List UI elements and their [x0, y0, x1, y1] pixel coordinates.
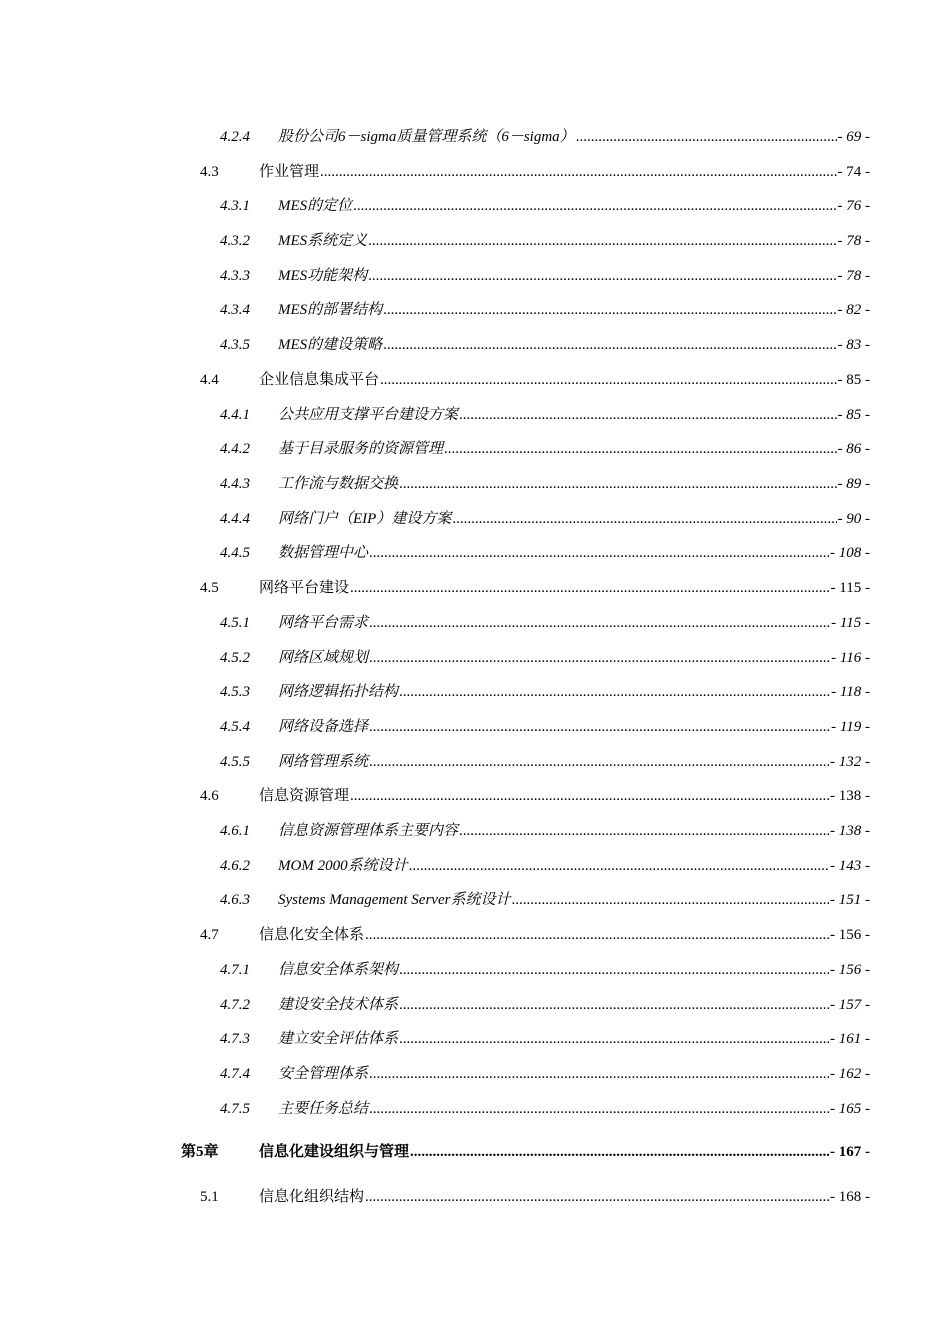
toc-entry-title: 网络逻辑拓扑结构 [278, 684, 399, 700]
toc-entry[interactable] [220, 231, 870, 251]
toc-entry-number: 4.4.5 [220, 545, 250, 561]
toc-entry-title: MOM 2000系统设计 [278, 858, 408, 874]
toc-entry-page: - 86 - [837, 441, 870, 457]
toc-entry-title: 网络管理系统 [278, 754, 369, 770]
toc-entry-page: - 108 - [830, 545, 870, 561]
toc-entry[interactable] [220, 196, 870, 216]
toc-entry-page: - 119 - [831, 719, 870, 735]
toc-entry-number: 4.6.3 [220, 892, 250, 908]
toc-entry[interactable] [220, 1029, 870, 1049]
toc-entry-title: 网络平台建设 [259, 580, 350, 596]
toc-chapter-entry[interactable] [181, 1142, 870, 1162]
toc-entry[interactable] [220, 960, 870, 980]
toc-dot-leader [380, 370, 836, 390]
toc-entry-number: 4.5.1 [220, 615, 250, 631]
toc-entry-page: - 115 - [830, 580, 870, 596]
toc-dot-leader [350, 578, 830, 598]
toc-entry-title: 数据管理中心 [278, 545, 369, 561]
toc-entry-page: - 90 - [837, 511, 870, 527]
toc-dot-leader [365, 925, 829, 945]
toc-entry-page: - 157 - [830, 997, 870, 1013]
toc-dot-leader [399, 995, 829, 1015]
toc-entry-number: 4.3.2 [220, 233, 250, 249]
toc-dot-leader [369, 648, 830, 668]
toc-entry-page: - 156 - [830, 927, 870, 943]
toc-dot-leader [459, 405, 836, 425]
toc-dot-leader [511, 890, 829, 910]
toc-entry-number: 4.4 [200, 372, 219, 388]
toc-dot-leader [369, 717, 830, 737]
toc-entry[interactable] [220, 266, 870, 286]
toc-entry-page: - 85 - [837, 407, 870, 423]
toc-entry[interactable] [220, 543, 870, 563]
toc-entry-title: MES的定位 [278, 198, 353, 214]
toc-entry-title: 建立安全评估体系 [278, 1031, 399, 1047]
toc-dot-leader [365, 1187, 829, 1207]
toc-entry[interactable] [220, 995, 870, 1015]
toc-entry[interactable] [220, 1064, 870, 1084]
toc-entry-title: 信息化组织结构 [259, 1189, 365, 1205]
toc-entry-title: 信息化建设组织与管理 [259, 1144, 410, 1160]
toc-dot-leader [383, 300, 836, 320]
toc-entry-page: - 165 - [830, 1101, 870, 1117]
toc-dot-leader [368, 231, 836, 251]
toc-entry-page: - 78 - [837, 233, 870, 249]
toc-entry-title: 信息化安全体系 [259, 927, 365, 943]
toc-entry-title: 网络区域规划 [278, 650, 369, 666]
toc-entry-page: - 116 - [831, 650, 870, 666]
toc-entry[interactable] [200, 1187, 870, 1207]
toc-entry-page: - 151 - [830, 892, 870, 908]
toc-dot-leader [320, 162, 836, 182]
toc-entry-page: - 167 - [830, 1144, 870, 1160]
toc-dot-leader [409, 856, 829, 876]
toc-entry[interactable] [220, 439, 870, 459]
toc-entry-number: 4.4.3 [220, 476, 250, 492]
toc-entry-title: Systems Management Server系统设计 [278, 892, 511, 908]
toc-dot-leader [576, 127, 837, 147]
toc-entry[interactable] [220, 856, 870, 876]
toc-entry-page: - 85 - [837, 372, 870, 388]
toc-dot-leader [369, 752, 829, 772]
toc-entry-page: - 162 - [830, 1066, 870, 1082]
toc-entry-title: MES的建设策略 [278, 337, 383, 353]
toc-entry-title: 信息安全体系架构 [278, 962, 399, 978]
toc-entry-page: - 132 - [830, 754, 870, 770]
toc-entry-number: 4.3.5 [220, 337, 250, 353]
toc-entry-title: 建设安全技术体系 [278, 997, 399, 1013]
toc-entry[interactable] [200, 786, 870, 806]
toc-entry-number: 4.7.3 [220, 1031, 250, 1047]
toc-entry-page: - 89 - [837, 476, 870, 492]
toc-entry-number: 4.3.3 [220, 268, 250, 284]
toc-entry-page: - 118 - [831, 684, 870, 700]
toc-dot-leader [399, 960, 829, 980]
toc-entry[interactable] [220, 509, 870, 529]
toc-entry[interactable] [200, 162, 870, 182]
toc-dot-leader [410, 1142, 829, 1162]
toc-entry-page: - 156 - [830, 962, 870, 978]
toc-entry-page: - 115 - [831, 615, 870, 631]
toc-dot-leader [399, 474, 836, 494]
toc-entry-number: 4.7.1 [220, 962, 250, 978]
toc-entry[interactable] [200, 370, 870, 390]
toc-entry[interactable] [220, 682, 870, 702]
toc-entry-number: 4.7.2 [220, 997, 250, 1013]
toc-entry-number: 4.6.2 [220, 858, 250, 874]
toc-entry[interactable] [220, 127, 870, 147]
toc-entry-page: - 138 - [830, 823, 870, 839]
toc-entry-page: - 161 - [830, 1031, 870, 1047]
toc-entry-title: MES系统定义 [278, 233, 368, 249]
toc-entry[interactable] [220, 1099, 870, 1119]
toc-dot-leader [368, 266, 836, 286]
toc-dot-leader [369, 1064, 829, 1084]
toc-entry-number: 4.2.4 [220, 129, 250, 145]
toc-entry[interactable] [220, 405, 870, 425]
toc-entry[interactable] [220, 752, 870, 772]
toc-entry-number: 4.6 [200, 788, 219, 804]
toc-dot-leader [459, 821, 829, 841]
toc-dot-leader [444, 439, 836, 459]
toc-entry-title: 工作流与数据交换 [278, 476, 399, 492]
toc-entry-page: - 143 - [830, 858, 870, 874]
toc-entry-number: 4.4.1 [220, 407, 250, 423]
toc-dot-leader [399, 1029, 829, 1049]
toc-entry[interactable] [220, 474, 870, 494]
toc-entry-number: 4.3.4 [220, 302, 250, 318]
toc-entry-number: 4.7 [200, 927, 219, 943]
toc-entry[interactable] [200, 925, 870, 945]
toc-entry[interactable] [220, 890, 870, 910]
toc-entry-title: 主要任务总结 [278, 1101, 369, 1117]
toc-entry-title: 信息资源管理体系主要内容 [278, 823, 459, 839]
toc-entry-title: 安全管理体系 [278, 1066, 369, 1082]
toc-entry-number: 4.5 [200, 580, 219, 596]
toc-entry-title: 作业管理 [259, 164, 320, 180]
toc-entry-page: - 138 - [830, 788, 870, 804]
toc-entry-number: 4.5.2 [220, 650, 250, 666]
toc-entry-page: - 78 - [837, 268, 870, 284]
toc-entry-page: - 76 - [837, 198, 870, 214]
toc-entry-page: - 69 - [837, 129, 870, 145]
toc-entry-number: 4.5.5 [220, 754, 250, 770]
toc-entry-title: 企业信息集成平台 [259, 372, 380, 388]
toc-entry-page: - 83 - [837, 337, 870, 353]
toc-entry-number: 4.3 [200, 164, 219, 180]
toc-dot-leader [399, 682, 830, 702]
toc-dot-leader [369, 1099, 829, 1119]
toc-entry-number: 第5章 [181, 1144, 219, 1160]
toc-entry-page: - 74 - [837, 164, 870, 180]
toc-entry-number: 5.1 [200, 1189, 219, 1205]
toc-dot-leader [383, 335, 836, 355]
toc-entry[interactable] [220, 335, 870, 355]
toc-entry[interactable] [220, 648, 870, 668]
toc-entry[interactable] [220, 613, 870, 633]
toc-dot-leader [369, 613, 830, 633]
toc-entry-page: - 82 - [837, 302, 870, 318]
toc-entry-title: 网络平台需求 [278, 615, 369, 631]
toc-dot-leader [369, 543, 829, 563]
toc-entry-title: 基于目录服务的资源管理 [278, 441, 444, 457]
toc-dot-leader [353, 196, 836, 216]
toc-entry-title: MES功能架构 [278, 268, 368, 284]
toc-entry-title: 网络设备选择 [278, 719, 369, 735]
toc-entry-number: 4.6.1 [220, 823, 250, 839]
toc-entry[interactable] [220, 717, 870, 737]
toc-dot-leader [350, 786, 829, 806]
toc-entry-title: 公共应用支撑平台建设方案 [278, 407, 459, 423]
toc-entry-number: 4.3.1 [220, 198, 250, 214]
toc-entry[interactable] [220, 300, 870, 320]
toc-dot-leader [452, 509, 836, 529]
toc-entry-title: 股份公司6－sigma质量管理系统（6－sigma） [278, 129, 575, 145]
toc-entry-number: 4.4.4 [220, 511, 250, 527]
toc-entry[interactable] [220, 821, 870, 841]
toc-entry-title: MES的部署结构 [278, 302, 383, 318]
toc-entry[interactable] [200, 578, 870, 598]
toc-entry-number: 4.7.4 [220, 1066, 250, 1082]
toc-entry-number: 4.7.5 [220, 1101, 250, 1117]
toc-entry-number: 4.5.3 [220, 684, 250, 700]
toc-entry-page: - 168 - [830, 1189, 870, 1205]
toc-entry-number: 4.5.4 [220, 719, 250, 735]
toc-entry-title: 网络门户（EIP）建设方案 [278, 511, 452, 527]
toc-entry-title: 信息资源管理 [259, 788, 350, 804]
toc-entry-number: 4.4.2 [220, 441, 250, 457]
